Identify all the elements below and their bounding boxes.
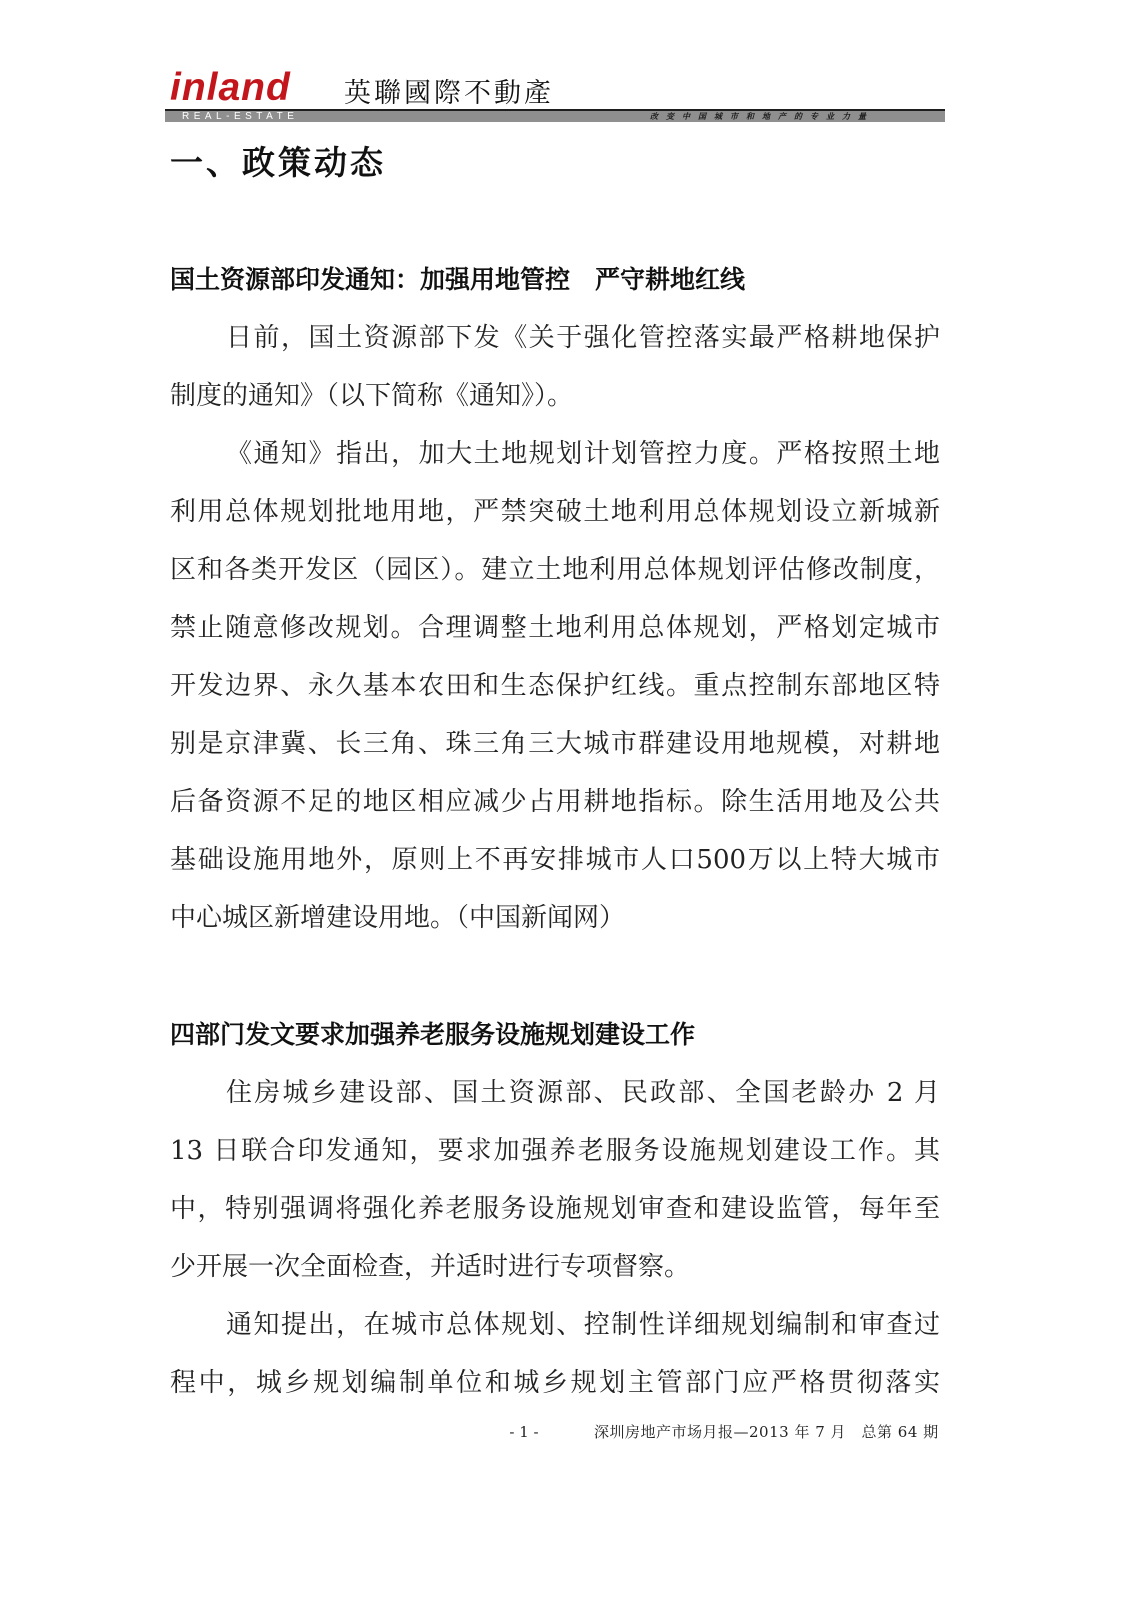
paragraph (170, 1296, 940, 1412)
article-title: 国土资源部印发通知：加强用地管控 严守耕地红线 (170, 265, 746, 294)
text-line: 区和各类开发区（园区）。建立土地利用总体规划评估修改制度， (170, 555, 940, 585)
text-line: 少开展一次全面检查，并适时进行专项督察。 (170, 1252, 691, 1282)
text-line: 制度的通知》（以下简称《通知》）。 (170, 381, 574, 411)
page-number: - 1 - (509, 1423, 539, 1441)
paragraph (170, 309, 940, 425)
text-line: 后备资源不足的地区相应减少占用耕地指标。除生活用地及公共 (170, 787, 940, 817)
text-line: 开发边界、永久基本农田和生态保护红线。重点控制东部地区特 (170, 671, 940, 701)
text-line: 住房城乡建设部、国土资源部、民政部、全国老龄办 2 月 (226, 1078, 940, 1108)
company-name: 英聯國際不動產 (344, 78, 554, 109)
article-body (170, 1064, 940, 1412)
text-line: 别是京津冀、长三角、珠三角三大城市群建设用地规模，对耕地 (170, 729, 940, 759)
paragraph (170, 1064, 940, 1296)
text-line: 利用总体规划批地用地，严禁突破土地利用总体规划设立新城新 (170, 497, 940, 527)
text-line: 基础设施用地外，原则上不再安排城市人口500万以上特大城市 (170, 845, 940, 875)
text-line: 13 日联合印发通知，要求加强养老服务设施规划建设工作。其 (170, 1136, 940, 1166)
article-title: 四部门发文要求加强养老服务设施规划建设工作 (170, 1020, 696, 1049)
logo-wordmark: inland (170, 66, 291, 109)
text-line: 程中，城乡规划编制单位和城乡规划主管部门应严格贯彻落实 (170, 1368, 940, 1398)
logo-subtext: REAL-ESTATE (182, 111, 299, 122)
publication-info: 深圳房地产市场月报—2013 年 7 月 总第 64 期 (594, 1423, 939, 1441)
text-line: 日前，国土资源部下发《关于强化管控落实最严格耕地保护 (226, 323, 940, 353)
article-body (170, 309, 940, 947)
header-tagline: 改变中国城市和地产的专业力量 (650, 112, 874, 121)
paragraph (170, 425, 940, 947)
section-heading: 一、政策动态 (170, 143, 386, 182)
text-line: 《通知》指出，加大土地规划计划管控力度。严格按照土地 (226, 439, 940, 469)
text-line: 通知提出，在城市总体规划、控制性详细规划编制和审查过 (226, 1310, 940, 1340)
text-line: 禁止随意修改规划。合理调整土地利用总体规划，严格划定城市 (170, 613, 940, 643)
text-line: 中心城区新增建设用地。（中国新闻网） (170, 903, 626, 933)
text-line: 中，特别强调将强化养老服务设施规划审查和建设监管，每年至 (170, 1194, 940, 1224)
